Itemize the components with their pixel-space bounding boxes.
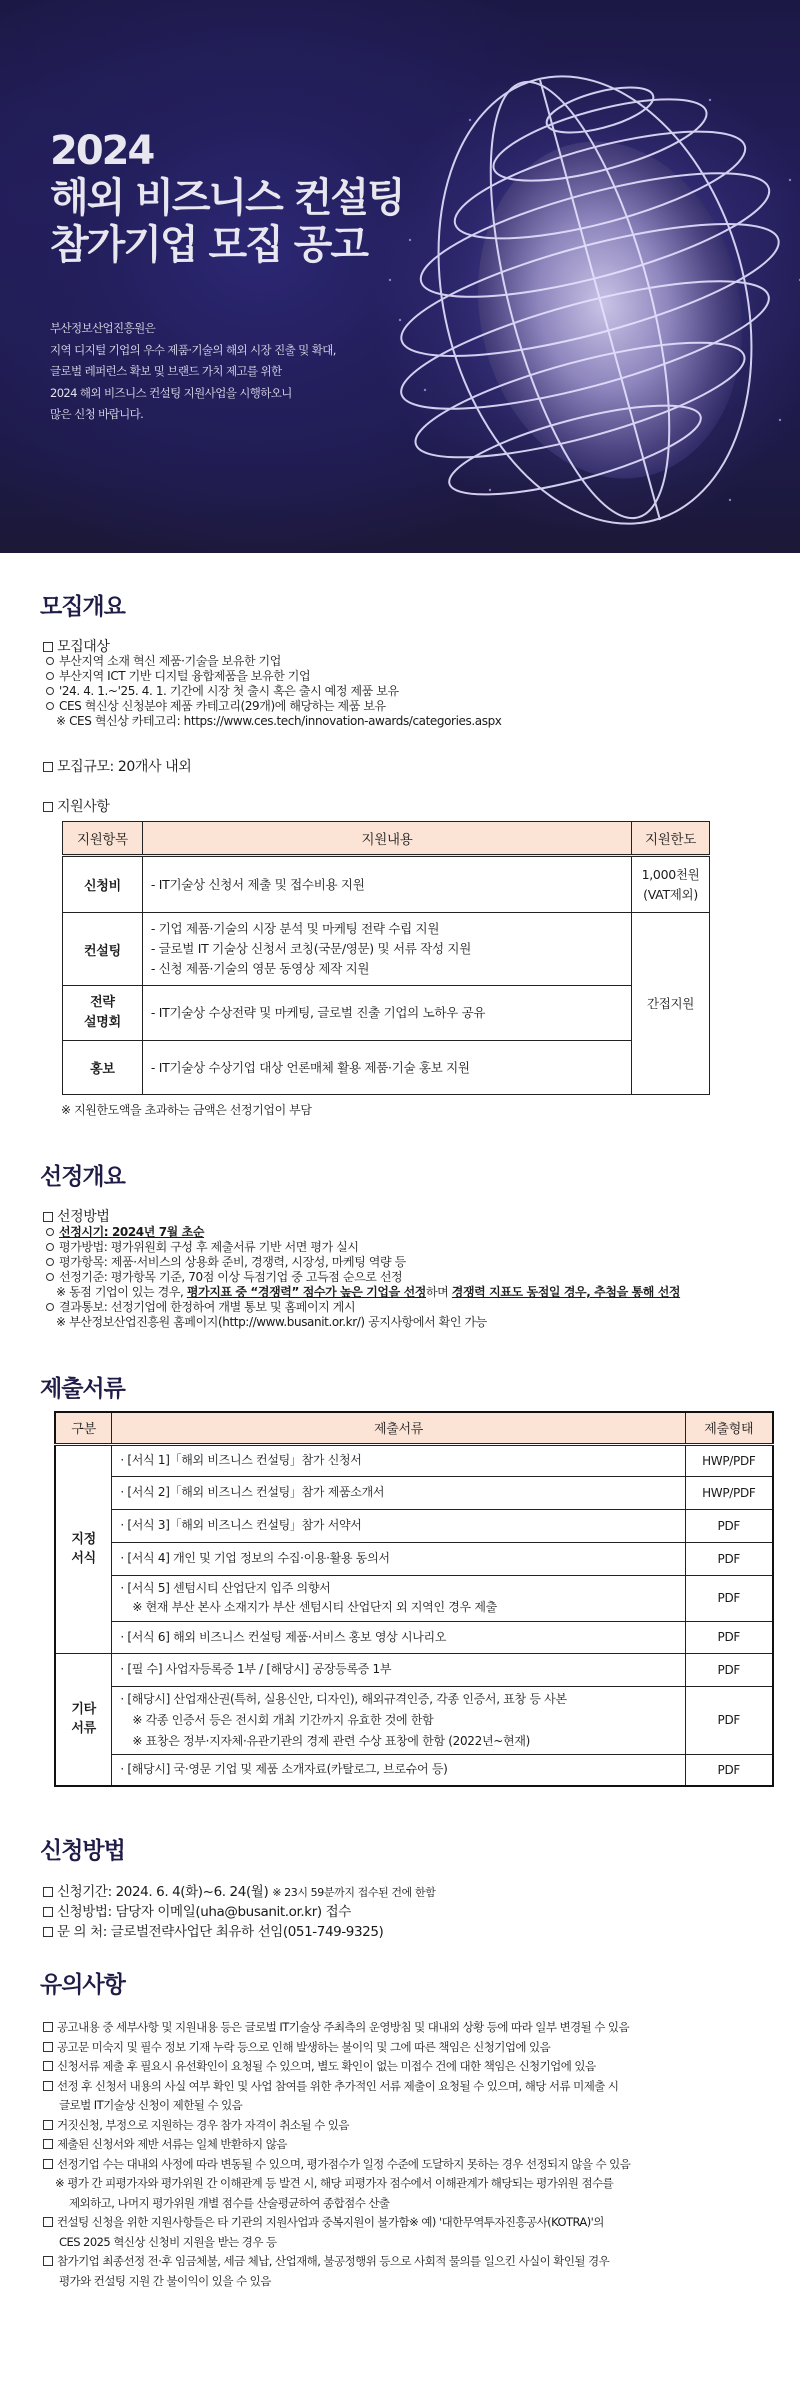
hero-desc-line: 많은 신청 바랍니다. [50, 407, 144, 421]
checkbox-square-icon [43, 2081, 53, 2091]
apply-period [43, 1880, 435, 1900]
busanit-homepage-link[interactable]: ※ 부산정보산업진흥원 홈페이지(http://www.busanit.or.kr/) 공지사항에서 확인 가능 [56, 1315, 487, 1329]
notice-text: 공고내용 중 세부사항 및 지원내용 등은 글로벌 IT기술상 주최측의 운영방침 및 대내외 상황 등에 따라 일부 변경될 수 있음 [57, 2020, 630, 2034]
notice-text: 선정 후 신청서 내용의 사실 여부 확인 및 사업 참여를 위한 추가적인 서류 제출이 요청될 수 있으며, 해당 서류 미제출 시 [57, 2078, 619, 2093]
tie-note-rule-1: 평가지표 중 “경쟁력” 점수가 높은 기업을 선정 [186, 1285, 426, 1299]
checkbox-square-icon [43, 2217, 53, 2227]
apply-method [43, 1900, 351, 1920]
hero-desc-line: 지역 디지털 기업의 우수 제품·기술의 해외 시장 진출 및 확대, [50, 342, 336, 357]
table-row [55, 1575, 773, 1621]
support-col-category: 지원항목 [63, 822, 143, 856]
notice-text: 신청서류 제출 후 필요시 유선확인이 요청될 수 있으며, 별도 확인이 없는 미접수 건에 대한 책임은 신청기업에 있음 [57, 2059, 596, 2073]
document-name: · [해당시] 국·영문 기업 및 제품 소개자료(카탈로그, 브로슈어 등) [112, 1754, 685, 1786]
document-format: PDF [685, 1686, 773, 1754]
notice-item [43, 2135, 630, 2155]
circle-bullet-icon [46, 657, 54, 665]
selection-result: 결과통보: 선정기업에 한정하여 개별 통보 및 홈페이지 게시 [59, 1300, 356, 1314]
support-col-content: 지원내용 [142, 822, 631, 856]
document-name: · [서식 4] 개인 및 기업 정보의 수집·이용·활용 동의서 [112, 1542, 685, 1575]
notice-text: 거짓신청, 부정으로 지원하는 경우 참가 자격이 취소될 수 있음 [57, 2117, 349, 2132]
apply-email-link[interactable]: 신청방법: 담당자 이메일(uha@busanit.or.kr) 접수 [57, 1904, 351, 1920]
support-table [62, 821, 710, 1095]
document-name: · [필 수] 사업자등록증 1부 / [해당시] 공장등록증 1부 [112, 1653, 685, 1686]
document-format: HWP/PDF [685, 1444, 773, 1476]
group-label-line: 서류 [71, 1721, 96, 1737]
support-col-limit: 지원한도 [632, 822, 710, 856]
circle-bullet-icon [46, 672, 54, 680]
checkbox-square-icon [43, 762, 53, 772]
support-limit-amount: 1,000천원 [641, 866, 700, 882]
document-format: PDF [685, 1509, 773, 1542]
recruit-scale [43, 756, 191, 776]
notice-item [43, 2213, 630, 2233]
document-format: PDF [685, 1575, 773, 1621]
document-format: PDF [685, 1653, 773, 1686]
notice-sub-note: ※ 평가 간 피평가자와 평가위원 간 이해관계 등 발견 시, 해당 피평가자 점수에서 이해관계가 해당되는 평가위원 점수를 [55, 2176, 614, 2190]
selection-item [46, 1225, 204, 1240]
recruit-target-item [46, 654, 281, 669]
section-title-documents: 제출서류 [40, 1376, 125, 1402]
table-row [55, 1444, 773, 1476]
notice-item [43, 2077, 630, 2097]
section-title-selection: 선정개요 [40, 1164, 125, 1190]
table-row [63, 1041, 710, 1095]
notice-text-continued: 글로벌 IT기술상 신청이 제한될 수 있음 [59, 2098, 243, 2112]
document-name [112, 1686, 685, 1754]
tie-note-rule-2: 경쟁력 지표도 동점일 경우, 추첨을 통해 선정 [451, 1285, 681, 1299]
hero-desc-line: 2024 해외 비즈니스 컨설팅 지원사업을 시행하오니 [50, 385, 292, 400]
table-row [63, 986, 710, 1041]
support-limit: 간접지원 [632, 913, 710, 1095]
document-name: · [서식 6] 해외 비즈니스 컨설팅 제품·서비스 홍보 영상 시나리오 [112, 1621, 685, 1653]
hero-title-line-3: 참가기업 모집 공고 [50, 222, 367, 268]
apply-contact-text: 문 의 처: 글로벌전략사업단 최유하 선임(051-749-9325) [57, 1924, 384, 1940]
hero-banner [0, 0, 800, 553]
documents-col-group: 구분 [55, 1412, 112, 1444]
selection-tie-note [56, 1285, 680, 1300]
selection-item [46, 1300, 355, 1315]
recruit-target-text: '24. 4. 1.~'25. 4. 1. 기간에 시장 첫 출시 혹은 출시 예정 제품 보유 [59, 684, 399, 698]
recruit-target-text: 부산지역 ICT 기반 디지털 융합제품을 보유한 기업 [59, 669, 311, 683]
table-row [55, 1542, 773, 1575]
hero-title-year: 2024 [50, 128, 154, 174]
checkbox-square-icon [43, 1907, 53, 1917]
checkbox-square-icon [43, 2022, 53, 2032]
recruit-target-item [46, 699, 386, 714]
table-row [63, 856, 710, 913]
support-content-line: - 기업 제품·기술의 시장 분석 및 마케팅 전략 수립 지원 [150, 921, 440, 936]
selection-item [46, 1240, 359, 1255]
apply-period-note: ※ 23시 59분까지 접수된 건에 한함 [272, 1886, 436, 1899]
circle-bullet-icon [46, 1303, 54, 1311]
support-heading [43, 796, 110, 816]
checkbox-square-icon [43, 2139, 53, 2149]
notice-text-continued: 평가와 컨설팅 지원 간 불이익이 있을 수 있음 [59, 2273, 271, 2288]
hero-title-line-2: 해외 비즈니스 컨설팅 [50, 175, 404, 221]
apply-period-text: 신청기간: 2024. 6. 4(화)~6. 24(월) [57, 1884, 269, 1900]
support-content-line: - 신청 제품·기술의 영문 동영상 제작 지원 [150, 961, 370, 976]
recruit-target-label: 모집대상 [57, 639, 110, 655]
notice-text: 컨설팅 신청을 위한 지원사항들은 타 기관의 지원사업과 중복지원이 불가함※ 예) '대한무역투자진흥공사(KOTRA)'의 [57, 2215, 604, 2229]
notice-item [43, 2018, 630, 2038]
notice-text: 제출된 신청서와 제반 서류는 일체 반환하지 않음 [57, 2137, 287, 2151]
notice-sub-note: 제외하고, 나머지 평가위원 개별 점수를 산술평균하여 종합점수 산출 [69, 2195, 390, 2210]
document-format: HWP/PDF [685, 1476, 773, 1509]
globe-icon [370, 60, 800, 530]
table-row [55, 1621, 773, 1653]
document-name: · [서식 3]「해외 비즈니스 컨설팅」참가 서약서 [112, 1509, 685, 1542]
support-category [63, 986, 143, 1041]
circle-bullet-icon [46, 1273, 54, 1281]
support-limit [632, 856, 710, 913]
tie-note-prefix: ※ 동점 기업이 있는 경우, [56, 1285, 187, 1299]
recruit-target-heading [43, 636, 110, 656]
circle-bullet-icon [46, 702, 54, 710]
checkbox-square-icon [43, 2256, 53, 2266]
checkbox-square-icon [43, 2120, 53, 2130]
checkbox-square-icon [43, 1927, 53, 1937]
document-name: · [서식 1]「해외 비즈니스 컨설팅」참가 신청서 [112, 1444, 685, 1476]
table-row [55, 1653, 773, 1686]
support-category: 컨설팅 [63, 913, 143, 986]
circle-bullet-icon [46, 1258, 54, 1266]
checkbox-square-icon [43, 2061, 53, 2071]
selection-item [46, 1255, 406, 1270]
checkbox-square-icon [43, 2159, 53, 2169]
documents-group-other [55, 1653, 112, 1786]
recruit-target-item [46, 684, 399, 699]
recruit-target-text: CES 혁신상 신청분야 제품 카테고리(29개)에 해당하는 제품 보유 [59, 699, 386, 713]
notice-text: 참가기업 최종선정 전·후 임금체불, 세금 체납, 산업재해, 불공정행위 등으로 사회적 물의를 일으킨 사실이 확인될 경우 [57, 2254, 610, 2268]
document-name [112, 1575, 685, 1621]
notices-list [43, 2018, 630, 2291]
documents-col-doc: 제출서류 [112, 1412, 685, 1444]
selection-standard: 선정기준: 평가항목 기준, 70점 이상 득점기업 중 고득점 순으로 선정 [59, 1270, 403, 1284]
support-category-line: 설명회 [84, 1015, 121, 1030]
document-line: · [해당시] 산업재산권(특허, 실용신안, 디자인), 해외규격인증, 각종 인증서, 표창 등 사본 [120, 1691, 567, 1706]
hero-description [50, 318, 336, 426]
support-note: ※ 지원한도액을 초과하는 금액은 선정기업이 부담 [61, 1103, 312, 1117]
table-row [55, 1686, 773, 1754]
hero-desc-line: 글로벌 레퍼런스 확보 및 브랜드 가치 제고를 위한 [50, 364, 282, 378]
table-row [55, 1509, 773, 1542]
group-label-line: 기타 [71, 1702, 96, 1718]
ces-category-link[interactable]: ※ CES 혁신상 카테고리: https://www.ces.tech/innovation-awards/categories.aspx [56, 714, 502, 728]
support-category: 신청비 [63, 856, 143, 913]
selection-criteria: 평가항목: 제품·서비스의 상용화 준비, 경쟁력, 시장성, 마케팅 역량 등 [59, 1255, 406, 1269]
support-content [142, 913, 631, 986]
document-line: · [서식 5] 센텀시티 산업단지 입주 의향서 [120, 1581, 331, 1595]
recruit-target-item [46, 669, 310, 684]
section-title-recruit: 모집개요 [40, 594, 125, 620]
recruit-target-text: 부산지역 소재 혁신 제품·기술을 보유한 기업 [59, 654, 281, 668]
support-limit-vat: (VAT제외) [643, 886, 698, 902]
support-category-line: 전략 [90, 995, 115, 1010]
apply-contact [43, 1920, 383, 1940]
recruit-scale-text: 모집규모: 20개사 내외 [57, 759, 192, 775]
document-name: · [서식 2]「해외 비즈니스 컨설팅」참가 제품소개서 [112, 1476, 685, 1509]
section-title-notices: 유의사항 [40, 1972, 125, 1998]
table-row [55, 1754, 773, 1786]
notice-text: 선정기업 수는 대내외 사정에 따라 변동될 수 있으며, 평가점수가 일정 수준에 도달하지 못하는 경우 선정되지 않을 수 있음 [57, 2156, 631, 2171]
support-heading-label: 지원사항 [57, 799, 110, 815]
tie-note-mid: 하며 [425, 1285, 452, 1299]
documents-table [54, 1411, 774, 1787]
section-title-apply: 신청방법 [40, 1838, 125, 1864]
notice-item [43, 2057, 630, 2077]
checkbox-square-icon [43, 1887, 53, 1897]
support-content: - IT기술상 수상기업 대상 언론매체 활용 제품·기술 홍보 지원 [142, 1041, 631, 1095]
support-content: - IT기술상 신청서 제출 및 접수비용 지원 [142, 856, 631, 913]
documents-col-format: 제출형태 [685, 1412, 773, 1444]
selection-method-heading [43, 1206, 110, 1226]
selection-timing: 선정시기: 2024년 7월 초순 [59, 1225, 205, 1239]
circle-bullet-icon [46, 1228, 54, 1236]
document-format: PDF [685, 1621, 773, 1653]
group-label-line: 지정 [71, 1532, 96, 1547]
notice-item [43, 2116, 630, 2136]
selection-method-label: 선정방법 [57, 1209, 110, 1225]
documents-group-designated [55, 1444, 112, 1653]
document-sub-note: ※ 현재 부산 본사 소재지가 부산 센텀시티 산업단지 외 지역인 경우 제출 [132, 1600, 497, 1614]
hero-title [50, 128, 404, 269]
checkbox-square-icon [43, 2042, 53, 2052]
notice-text-continued: CES 2025 혁신상 신청비 지원을 받는 경우 등 [59, 2234, 277, 2249]
support-content-line: - 글로벌 IT 기술상 신청서 코칭(국문/영문) 및 서류 작성 지원 [150, 941, 471, 956]
document-format: PDF [685, 1754, 773, 1786]
notice-item [43, 2038, 630, 2058]
selection-item [46, 1270, 402, 1285]
support-content: - IT기술상 수상전략 및 마케팅, 글로벌 진출 기업의 노하우 공유 [142, 986, 631, 1041]
circle-bullet-icon [46, 687, 54, 695]
document-format: PDF [685, 1542, 773, 1575]
document-sub-note: ※ 표창은 정부·지자체·유관기관의 경제 관련 수상 표창에 한함 (2022년~현재) [132, 1733, 530, 1748]
hero-desc-line: 부산정보산업진흥원은 [50, 321, 156, 335]
checkbox-square-icon [43, 642, 53, 652]
checkbox-square-icon [43, 1212, 53, 1222]
checkbox-square-icon [43, 802, 53, 812]
group-label-line: 서식 [71, 1551, 96, 1566]
notice-text: 공고문 미숙지 및 필수 정보 기재 누락 등으로 인해 발생하는 불이익 및 그에 따른 책임은 신청기업에 있음 [57, 2039, 551, 2054]
document-sub-note: ※ 각종 인증서 등은 전시회 개최 기간까지 유효한 것에 한함 [132, 1712, 434, 1727]
circle-bullet-icon [46, 1243, 54, 1251]
table-row [63, 913, 710, 986]
notice-item [43, 2155, 630, 2175]
table-row [55, 1476, 773, 1509]
selection-method: 평가방법: 평가위원회 구성 후 제출서류 기반 서면 평가 실시 [59, 1240, 359, 1254]
notice-item [43, 2252, 630, 2272]
support-category: 홍보 [63, 1041, 143, 1095]
